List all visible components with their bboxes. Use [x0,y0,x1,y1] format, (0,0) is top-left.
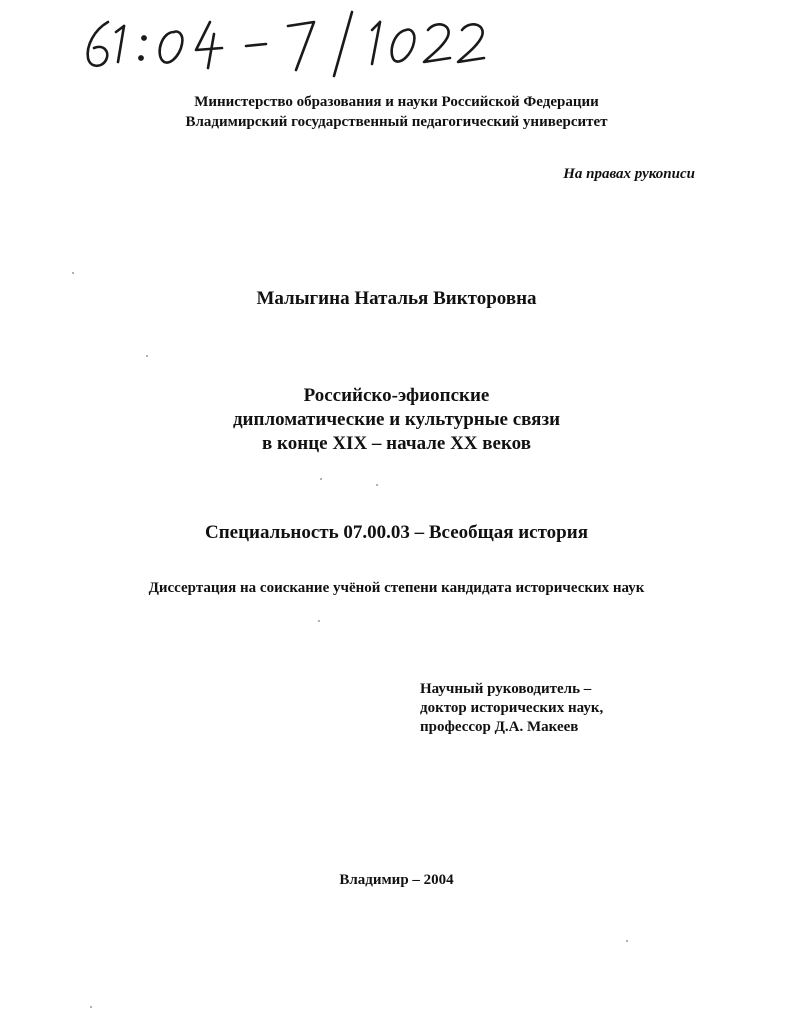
institution-header [0,92,793,132]
handwritten-archive-number [50,2,510,82]
supervisor-line-1: Научный руководитель – [420,681,592,697]
dissertation-title [0,384,793,456]
university-name: Владимирский государственный педагогический университет [185,114,608,130]
title-line-3: в конце XIX – начале XX веков [262,433,531,454]
specialty: Специальность 07.00.03 – Всеобщая история [205,522,588,543]
dissertation-degree: Диссертация на соискание учёной степени кандидата исторических наук [148,580,645,596]
scan-speck [90,1006,92,1008]
scan-speck [320,478,322,480]
supervisor-block [420,680,603,737]
scan-speck [318,620,320,622]
scan-speck [72,272,74,274]
scan-speck [376,484,378,486]
city-year: Владимир – 2004 [339,872,454,888]
rights-note: На правах рукописи [563,166,695,182]
title-line-1: Российско-эфиопские [303,385,490,406]
supervisor-line-3: профессор Д.А. Макеев [420,719,579,735]
ministry-name: Министерство образования и науки Российской Федерации [194,94,599,110]
scan-speck [626,940,628,942]
handwritten-number-drawing [50,2,510,82]
title-line-2: дипломатические и культурные связи [232,409,561,430]
supervisor-line-2: доктор исторических наук, [420,700,604,716]
scan-speck [146,355,148,357]
author-name: Малыгина Наталья Викторовна [256,288,537,309]
